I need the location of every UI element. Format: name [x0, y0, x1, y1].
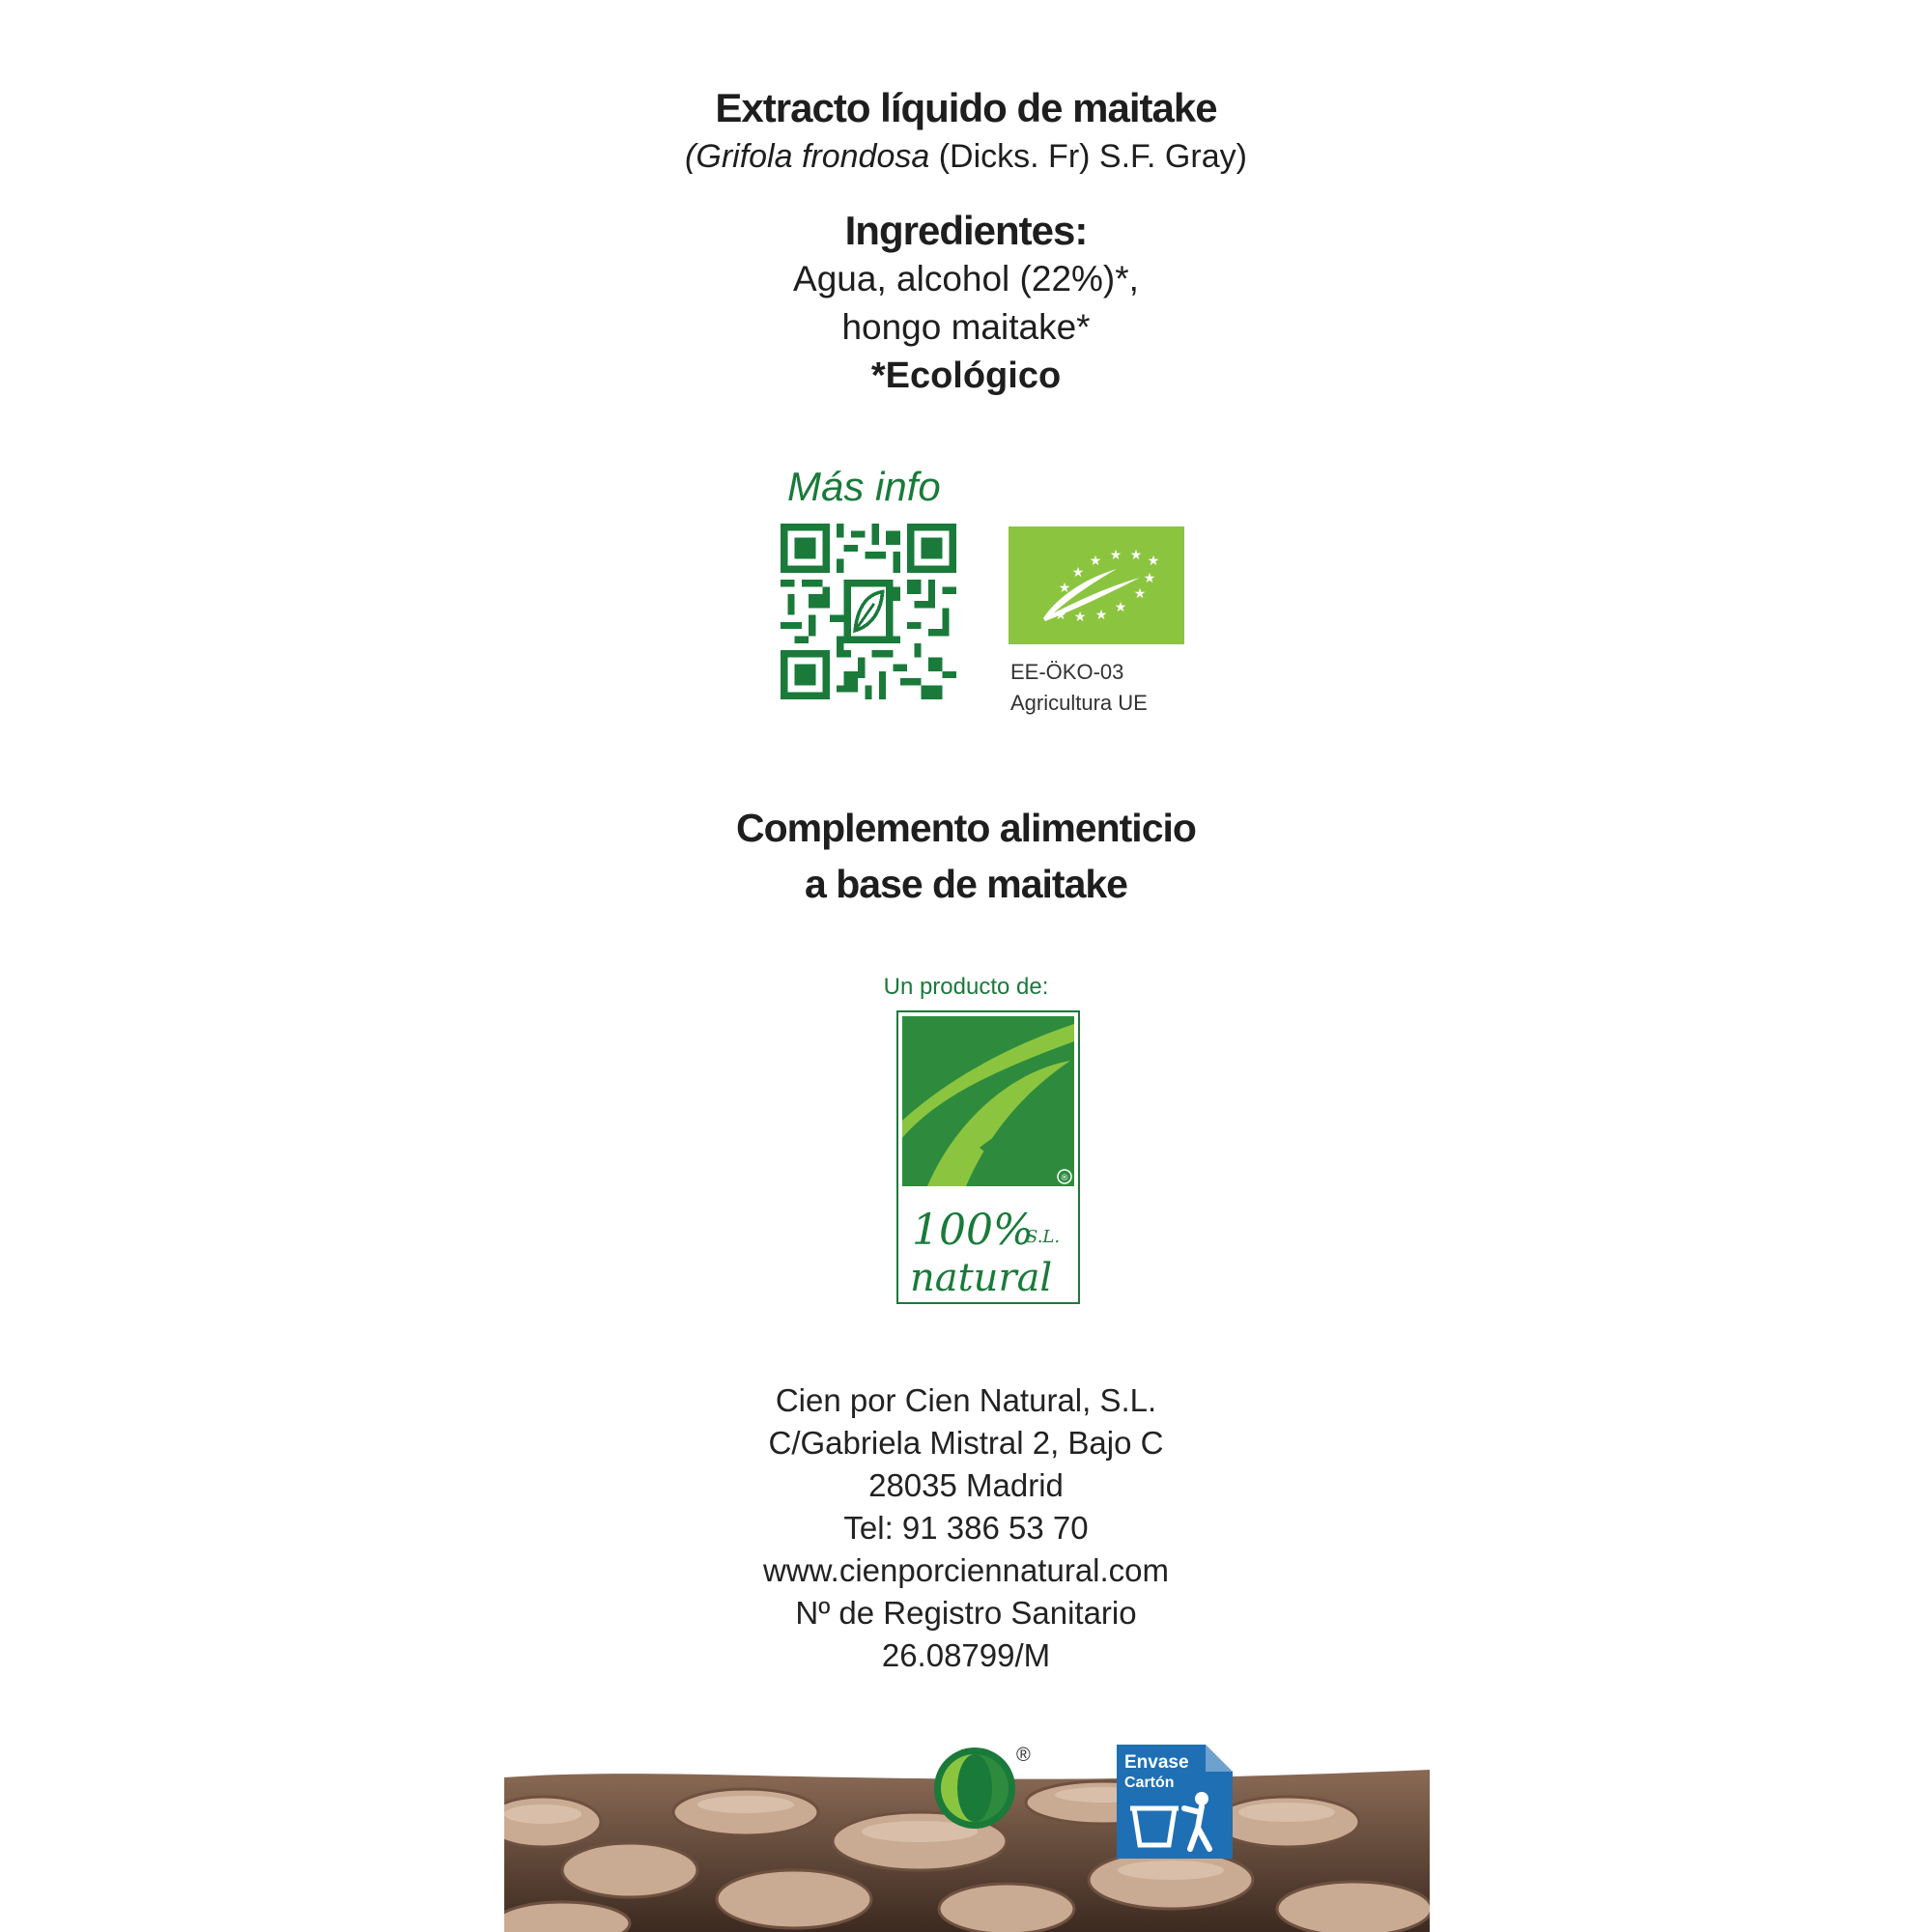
ingredients-line-2: hongo maitake*: [841, 307, 1091, 347]
brand-logo: [896, 1010, 1080, 1304]
registro-label: Nº de Registro Sanitario: [795, 1595, 1137, 1631]
company-website[interactable]: www.cienporciennatural.com: [762, 1552, 1170, 1588]
latin-name: [0, 138, 1932, 176]
mas-info-label: Más info: [787, 464, 941, 509]
registered-mark: ®: [1060, 1174, 1069, 1183]
carton-label: Cartón: [1124, 1775, 1175, 1791]
svg-text:★: ★: [1054, 608, 1067, 623]
svg-text:★: ★: [1114, 600, 1127, 615]
ingredients-heading: Ingredientes:: [844, 208, 1088, 253]
svg-text:★: ★: [1089, 554, 1102, 569]
company-address: [0, 1379, 1932, 1677]
recycle-green-dot-icon: [933, 1747, 1016, 1830]
product-description-line-2: a base de maitake: [805, 862, 1127, 906]
company-city: 28035 Madrid: [868, 1467, 1064, 1503]
product-title: Extracto líquido de maitake: [715, 85, 1217, 130]
brand-leaf-icon: [898, 1012, 1078, 1302]
svg-text:★: ★: [1058, 581, 1071, 596]
svg-text:★: ★: [1129, 548, 1143, 563]
svg-text:★: ★: [1133, 586, 1147, 602]
brand-logo-sl: S.L.: [1026, 1227, 1061, 1247]
ecologico-note: *Ecológico: [870, 355, 1062, 396]
producto-de-label: Un producto de:: [883, 974, 1049, 1000]
company-street: C/Gabriela Mistral 2, Bajo C: [768, 1425, 1164, 1461]
latin-name-author: (Dicks. Fr) S.F. Gray): [929, 138, 1247, 175]
brand-logo-natural: natural: [910, 1256, 1053, 1300]
svg-text:★: ★: [1094, 608, 1108, 623]
company-phone: Tel: 91 386 53 70: [843, 1510, 1089, 1546]
eu-origin: Agricultura UE: [1010, 691, 1148, 715]
svg-text:★: ★: [1143, 571, 1156, 586]
qr-code-icon[interactable]: [781, 524, 956, 699]
svg-text:★: ★: [1147, 554, 1160, 569]
recycling-bin-icon: [1117, 1745, 1233, 1859]
eu-code: EE-ÖKO-03: [1010, 660, 1124, 684]
ingredients-line-1: Agua, alcohol (22%)*,: [793, 259, 1139, 298]
latin-name-italic: (Grifola frondosa: [685, 138, 930, 175]
svg-text:★: ★: [1071, 565, 1085, 581]
product-description-line-1: Complemento alimenticio: [736, 806, 1196, 850]
brand-logo-percent: 100%: [912, 1206, 1034, 1255]
eu-certification-text: [1010, 657, 1148, 719]
registro-number: 26.08799/M: [881, 1637, 1051, 1673]
svg-text:★: ★: [1109, 548, 1122, 563]
svg-text:★: ★: [1073, 610, 1087, 625]
product-description: [0, 800, 1932, 912]
envase-label: Envase: [1124, 1752, 1189, 1773]
eu-organic-leaf-icon: [1009, 526, 1184, 644]
company-name: Cien por Cien Natural, S.L.: [775, 1382, 1157, 1418]
green-dot-registered-mark: ®: [1016, 1745, 1031, 1766]
